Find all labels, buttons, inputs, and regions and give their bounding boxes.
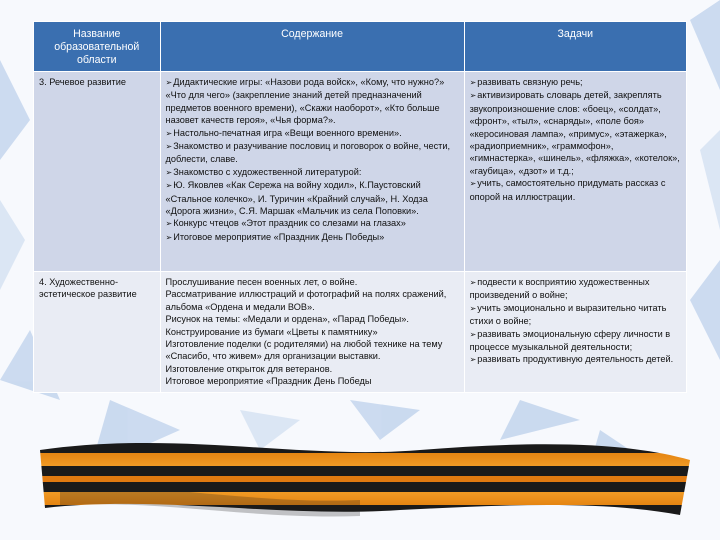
list-item: ➢ Знакомство с художественной литературой: [166, 166, 459, 179]
list-item: Прослушивание песен военных лет, о войне. [165, 277, 358, 287]
st-george-ribbon [0, 420, 720, 540]
list-item: ➢ Знакомство и разучивание пословиц и поговорок о войне, чести, доблести, славе. [166, 140, 459, 166]
list-item: ➢ Дидактические игры: «Назови рода войск», «Кому, что нужно?» «Что для чего» (закрепление знаний детей предназначений предметов военного времени), «Скажи наоборот», «Кто больше назовет качеств героя», «Чья форма?». [166, 76, 459, 127]
list-item: ➢ учить эмоционально и выразительно читать стихи о войне; [470, 302, 681, 328]
header-content: Содержание [160, 22, 464, 72]
list-item: ➢ подвести к восприятию художественных произведений о войне; [470, 276, 681, 302]
list-item: ➢ развивать эмоциональную сферу личности в процессе музыкальной деятельности; [470, 328, 681, 354]
list-item: ➢ развивать связную речь; [470, 76, 681, 89]
content-cell [160, 272, 464, 393]
list-item: ➢ Итоговое мероприятие «Праздник День Победы» [166, 231, 459, 244]
table-row [34, 72, 687, 272]
list-item: ➢ развивать продуктивную деятельность детей. [470, 353, 681, 366]
list-item: ➢ Конкурс чтецов «Этот праздник со слезами на глазах» [166, 217, 459, 230]
education-plan-table [33, 21, 687, 393]
table-row [34, 272, 687, 393]
header-tasks: Задачи [464, 22, 686, 72]
area-cell: 4. Художественно-эстетическое развитие [34, 272, 161, 393]
tasks-cell [464, 72, 686, 272]
list-item: ➢ Ю. Яковлев «Как Сережа на войну ходил», К.Паустовский «Стальное колечко», И. Туричин «Крайний случай», Н. Ходза «Дорога жизни», С.Я. Маршак «Мальчик из села Поповки». [166, 179, 459, 217]
header-area: Название образовательной области [34, 22, 161, 72]
area-cell: 3. Речевое развитие [34, 72, 161, 272]
list-item: ➢ учить, самостоятельно придумать рассказ с опорой на иллюстрации. [470, 177, 681, 203]
list-item: Итоговое мероприятие «Праздник День Победы [165, 376, 372, 387]
tasks-cell [464, 272, 686, 393]
list-item: Конструирование из бумаги «Цветы к памятнику» [165, 326, 378, 337]
list-item: ➢ Настольно-печатная игра «Вещи военного времени». [166, 127, 459, 140]
list-item: Рассматривание иллюстраций и фотографий на полях сражений, альбома «Ордена и медали ВОВ». [165, 289, 447, 312]
list-item: ➢ активизировать словарь детей, закреплять звукопроизношение слов: «боец», «солдат», «фронт», «тыл», «снаряды», «поле боя» «керосиновая лампа», «примус», «этажерка», «радиоприемник», «граммофон», «гимнастерка», «шинель», «фляжка», «котелок», «гаубица», «дзот» и т.д.; [470, 89, 681, 177]
list-item: Рисунок на темы: «Медали и ордена», «Парад Победы». [165, 314, 409, 325]
table-header-row [34, 22, 687, 72]
list-item: Изготовление поделки (с родителями) на любой технике на тему «Спасибо, что живем» для организации выставки. [165, 339, 443, 362]
list-item: Изготовление открыток для ветеранов. [165, 363, 333, 374]
content-cell [160, 72, 464, 272]
